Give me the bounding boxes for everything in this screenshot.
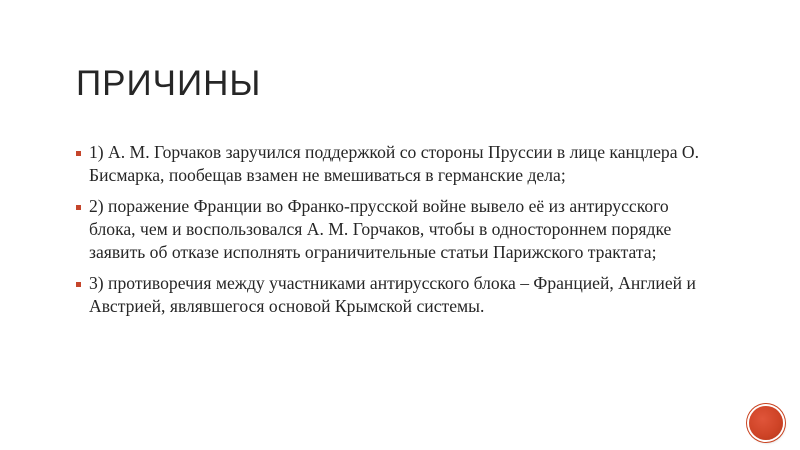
slide-number-badge (749, 406, 783, 440)
bullet-item (76, 272, 716, 318)
square-bullet-icon (76, 282, 81, 287)
square-bullet-icon (76, 205, 81, 210)
square-bullet-icon (76, 151, 81, 156)
bullet-item (76, 195, 716, 264)
slide-title: ПРИЧИНЫ (76, 64, 262, 103)
bullet-list (76, 141, 716, 326)
bullet-text: 2) поражение Франции во Франко-прусской войне вывело её из антирусского блока, чем и воспользовался А. М. Горчаков, чтобы в одностороннем порядке заявить об отказе исполнять ограничительные статьи Парижского трактата; (89, 196, 672, 262)
bullet-text: 3) противоречия между участниками антирусского блока – Францией, Англией и Австрией, являвшегося основой Крымской системы. (89, 273, 696, 316)
bullet-text: 1) А. М. Горчаков заручился поддержкой со стороны Пруссии в лице канцлера О. Бисмарка, пообещав взамен не вмешиваться в германские дела; (89, 142, 700, 185)
bullet-item (76, 141, 716, 187)
